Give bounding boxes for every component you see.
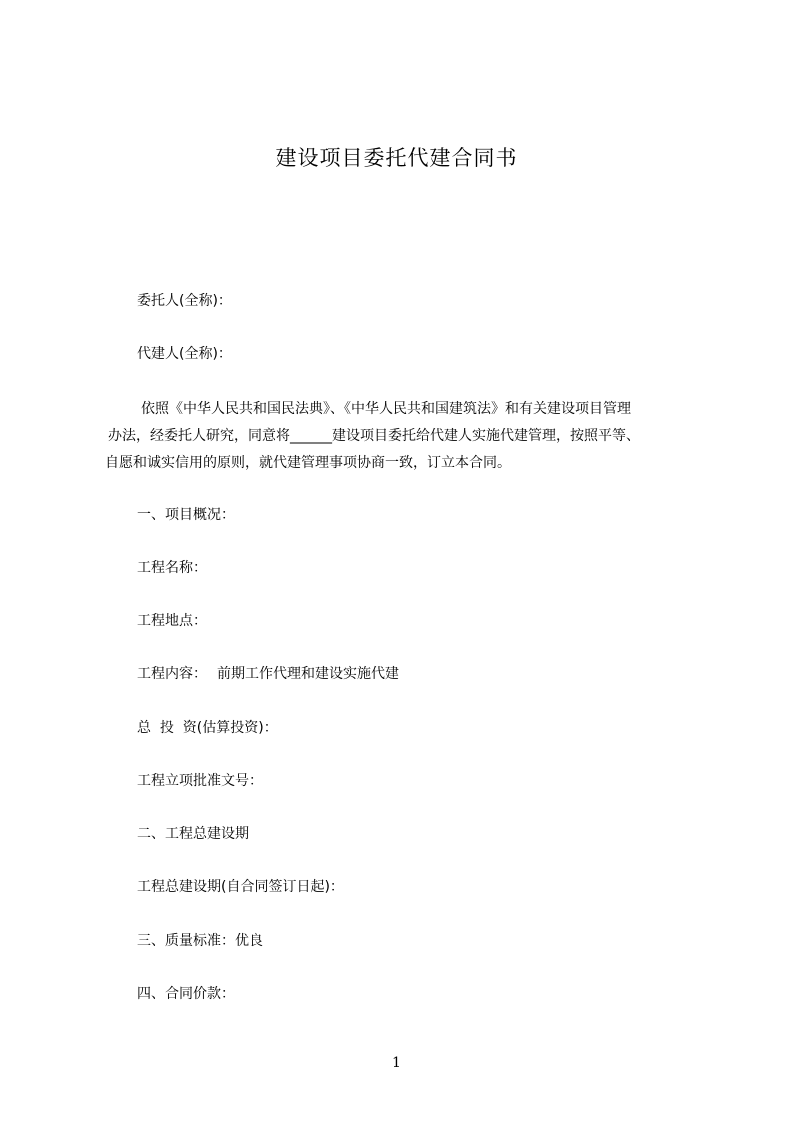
project-location-label: 工程地点： (137, 613, 207, 629)
intro-line-1: 依照《中华人民共和国民法典》、《中华人民共和国建筑法》和有关建设项目管理 (141, 401, 631, 417)
project-content-label: 工程内容： (137, 666, 207, 682)
approval-number-label: 工程立项批准文号： (137, 773, 263, 789)
section-4-heading: 四、合同价款： (137, 986, 235, 1002)
section-2-heading: 二、工程总建设期 (137, 826, 249, 842)
page-number: 1 (392, 1055, 401, 1071)
section-3-heading: 三、质量标准：优良 (137, 933, 263, 949)
intro-line-2: 办法，经委托人研究，同意将______建设项目委托给代建人实施代建管理，按照平等、 (108, 428, 640, 444)
project-content-value: 前期工作代理和建设实施代建 (217, 666, 399, 682)
section-1-heading: 一、项目概况： (137, 507, 235, 523)
agent-label: 代建人(全称)： (137, 346, 232, 362)
document-title: 建设项目委托代建合同书 (275, 146, 518, 170)
construction-period-label: 工程总建设期(自合同签订日起)： (137, 879, 344, 895)
intro-paragraph (105, 396, 700, 477)
intro-line-3: 自愿和诚实信用的原则，就代建管理事项协商一致，订立本合同。 (105, 455, 511, 471)
client-label: 委托人(全称)： (137, 293, 232, 309)
project-content-row (137, 664, 399, 684)
total-investment-label: 总 投 资(估算投资)： (137, 720, 278, 736)
project-name-label: 工程名称： (137, 560, 207, 576)
